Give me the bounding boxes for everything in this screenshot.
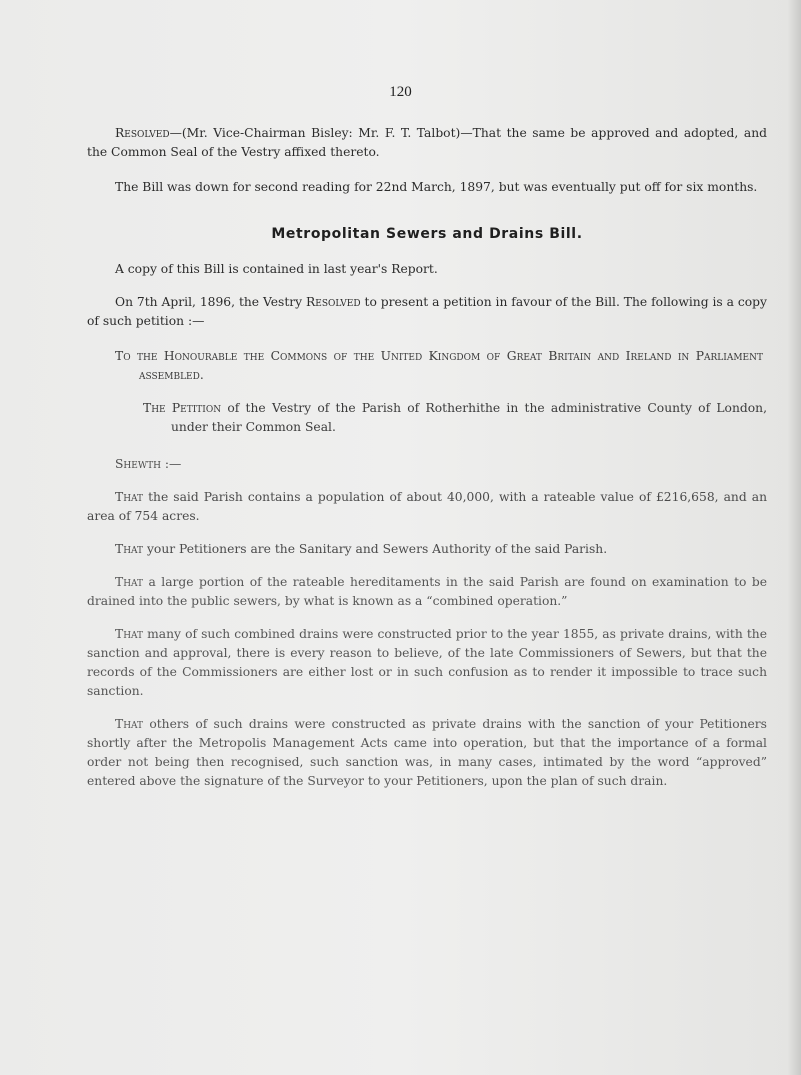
april-paragraph (87, 293, 767, 331)
petition-address: To the Honourable the Commons of the United Kingdom of Great Britain and Ireland in Parliament assembled. (115, 349, 763, 382)
resolved-text: —(Mr. Vice-Chairman Bisley: Mr. F. T. Talbot)—That the same be approved and adopted, and the Common Seal of the Vestry affixed thereto. (87, 126, 767, 159)
petition-text: of the Vestry of the Parish of Rotherhithe in the administrative County of London, under their Common Seal. (171, 401, 767, 434)
paragraph-3-text: a large portion of the rateable hereditaments in the said Parish are found on examination to be drained into the public sewers, by what is known as a “combined operation.” (87, 575, 767, 608)
resolved-lead: Resolved (115, 126, 170, 140)
petition-paragraph-4 (87, 625, 767, 701)
paragraph-4-text: many of such combined drains were constructed prior to the year 1855, as private drains, with the sanction and approval, there is every reason to believe, of the late Commissioners of Sewers, but that the records of the Commissioners are either lost or in such confusion as to render it impossible to trace such sanction. (87, 627, 767, 698)
petition-paragraph-1 (87, 488, 767, 526)
petition-paragraph-2 (87, 540, 767, 559)
paragraph-2-lead: That (115, 542, 144, 556)
paragraph-5-text: others of such drains were constructed as private drains with the sanction of your Petitioners shortly after the Metropolis Management Acts came into operation, but that the importance of a formal order not being then recognised, such sanction was, in many cases, intimated by the word “approved” entered above the signature of the Surveyor to your Petitioners, upon the plan of such drain. (87, 717, 767, 788)
april-text-part1: On 7th April, 1896, the Vestry (115, 295, 307, 309)
april-resolved: Resolved (306, 295, 361, 309)
petition-lead: The Petition (143, 401, 222, 415)
bill-reading-paragraph: The Bill was down for second reading for 22nd March, 1897, but was eventually put off for six months. (115, 180, 758, 194)
paragraph-4-lead: That (115, 627, 144, 641)
petition-paragraph-5 (87, 715, 767, 791)
paragraph-1-text: the said Parish contains a population of about 40,000, with a rateable value of £216,658, and an area of 754 acres. (87, 490, 767, 523)
april-text-part2: to present a petition in favour of the Bill. The following is a copy of such petition :— (87, 295, 768, 328)
paragraph-1-lead: That (115, 490, 144, 504)
copy-note-paragraph: A copy of this Bill is contained in last year's Report. (115, 262, 438, 276)
shewth-label: Shewth :— (115, 457, 182, 471)
paragraph-3-lead: That (115, 575, 144, 589)
page-number: 120 (389, 84, 412, 100)
petition-paragraph-3 (87, 573, 767, 611)
paragraph-2-text: your Petitioners are the Sanitary and Sewers Authority of the said Parish. (143, 542, 608, 556)
paragraph-5-lead: That (115, 717, 144, 731)
page-content (87, 124, 767, 791)
petition-intro (87, 399, 767, 437)
section-heading: Metropolitan Sewers and Drains Bill. (271, 226, 583, 242)
page-edge-shadow (787, 0, 801, 1075)
resolved-paragraph (87, 124, 767, 162)
